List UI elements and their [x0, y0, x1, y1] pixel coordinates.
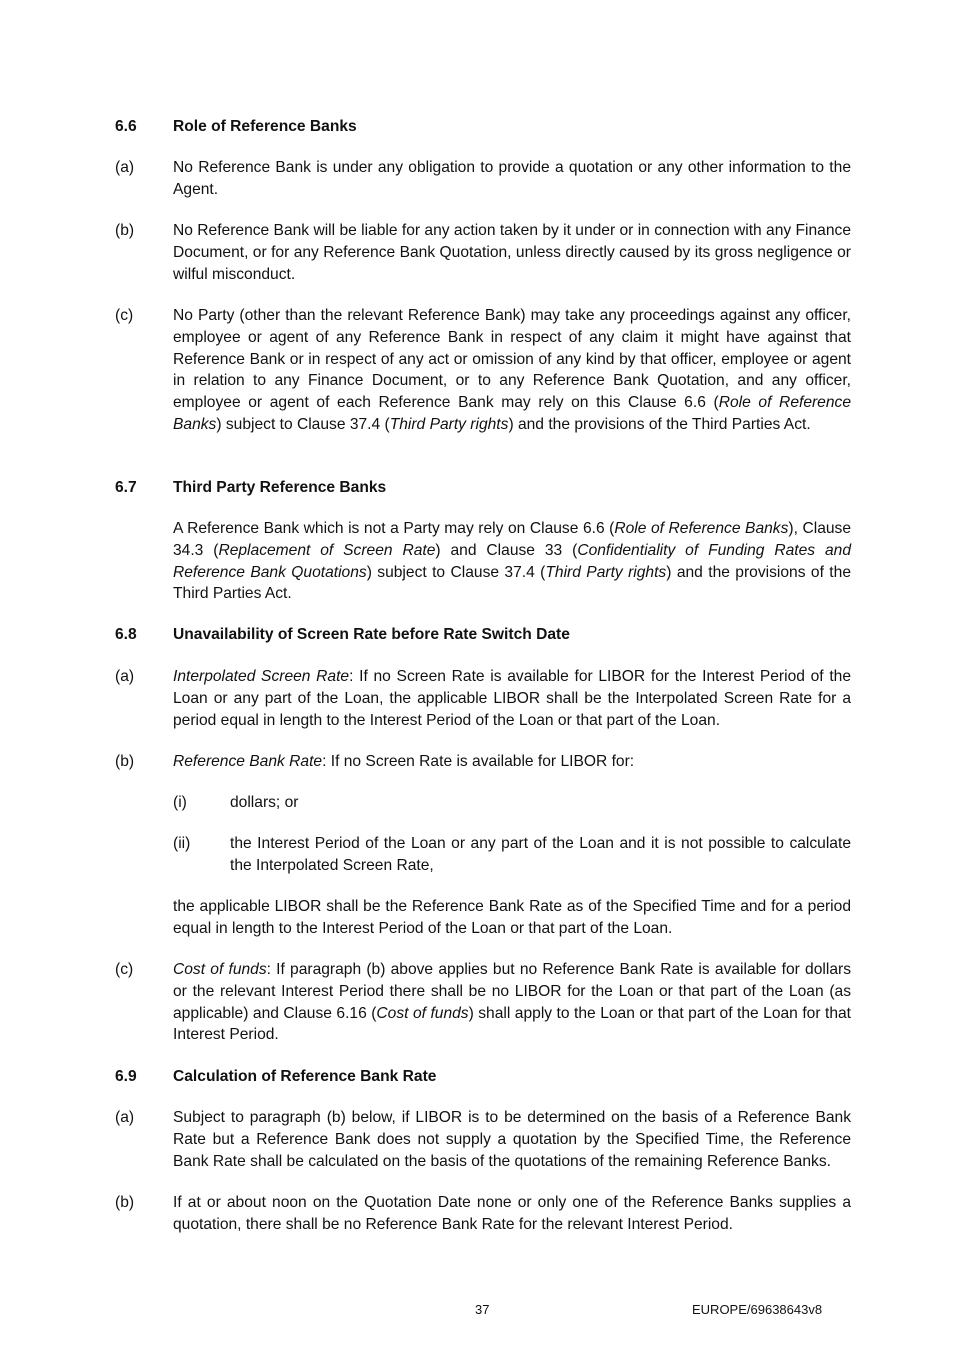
clause-number: 6.9 [115, 1068, 137, 1085]
paragraph-text: No Reference Bank will be liable for any action taken by it under or in connection with any Finance Document, or for any Reference Bank Quotation, unless directly caused by its gross negligence or wilful misconduct. [173, 222, 851, 283]
paragraph-text: A Reference Bank which is not a Party may rely on Clause 6.6 (Role of Reference Banks), Clause 34.3 (Replacement of Screen Rate) and Clause 33 (Confidentiality of Funding Rates and Reference Bank Quotations) subject to Clause 37.4 (Third Party rights) and the provisions of the Third Parties Act. [173, 520, 852, 603]
clause-title: Role of Reference Banks [173, 118, 357, 135]
paragraph-text: Reference Bank Rate: If no Screen Rate is available for LIBOR for: [173, 753, 635, 770]
clause-title: Calculation of Reference Bank Rate [173, 1068, 437, 1085]
paragraph-text: Interpolated Screen Rate: If no Screen Rate is available for LIBOR for the Interest Period of the Loan or any part of the Loan, the applicable LIBOR shall be the Interpolated Screen Rate for a period equal in length to the Interest Period of the Loan or that part of the Loan. [173, 668, 851, 729]
paragraph-text: Cost of funds: If paragraph (b) above applies but no Reference Bank Rate is available for dollars or the relevant Interest Period there shall be no LIBOR for the Loan or that part of the Loan (as applicable) and Clause 6.16 (Cost of funds) shall apply to the Loan or that part of the Loan for that Interest Period. [173, 961, 851, 1044]
sub-paragraph-label: (i) [173, 794, 187, 811]
sub-paragraph-text: dollars; or [230, 794, 299, 811]
paragraph-label: (a) [115, 159, 135, 176]
paragraph-label: (b) [115, 222, 135, 239]
clause-number: 6.7 [115, 479, 137, 496]
document-reference: EUROPE/69638643v8 [692, 1302, 823, 1317]
paragraph-text: Subject to paragraph (b) below, if LIBOR is to be determined on the basis of a Reference Bank Rate but a Reference Bank does not supply a quotation by the Specified Time, the Reference Bank Rate shall be calculated on the basis of the quotations of the remaining Reference Banks. [173, 1109, 851, 1170]
paragraph-text: No Party (other than the relevant Reference Bank) may take any proceedings against any officer, employee or agent of any Reference Bank in respect of any claim it might have against that Reference Bank or in respect of any act or omission of any kind by that officer, employee or agent in relation to any Finance Document, or to any Reference Bank Quotation, and any officer, employee or agent of each Reference Bank may rely on this Clause 6.6 (Role of Reference Banks) subject to Clause 37.4 (Third Party rights) and the provisions of the Third Parties Act. [173, 307, 851, 433]
page-number: 37 [475, 1302, 490, 1317]
paragraph-label: (a) [115, 1109, 135, 1126]
sub-paragraph-text: the Interest Period of the Loan or any part of the Loan and it is not possible to calculate the Interpolated Screen Rate, [230, 835, 851, 874]
paragraph-text: No Reference Bank is under any obligation to provide a quotation or any other information to the Agent. [173, 159, 851, 198]
paragraph-text: the applicable LIBOR shall be the Reference Bank Rate as of the Specified Time and for a period equal in length to the Interest Period of the Loan or that part of the Loan. [173, 898, 851, 937]
clause-title: Third Party Reference Banks [173, 479, 387, 496]
paragraph-label: (c) [115, 961, 134, 978]
clause-title: Unavailability of Screen Rate before Rate Switch Date [173, 626, 570, 643]
paragraph-label: (c) [115, 307, 134, 324]
clause-number: 6.8 [115, 626, 137, 643]
clause-number: 6.6 [115, 118, 137, 135]
paragraph-label: (b) [115, 753, 135, 770]
paragraph-text: If at or about noon on the Quotation Date none or only one of the Reference Banks supplies a quotation, there shall be no Reference Bank Rate for the relevant Interest Period. [173, 1194, 851, 1233]
paragraph-label: (a) [115, 668, 135, 685]
paragraph-label: (b) [115, 1194, 135, 1211]
sub-paragraph-label: (ii) [173, 835, 191, 852]
